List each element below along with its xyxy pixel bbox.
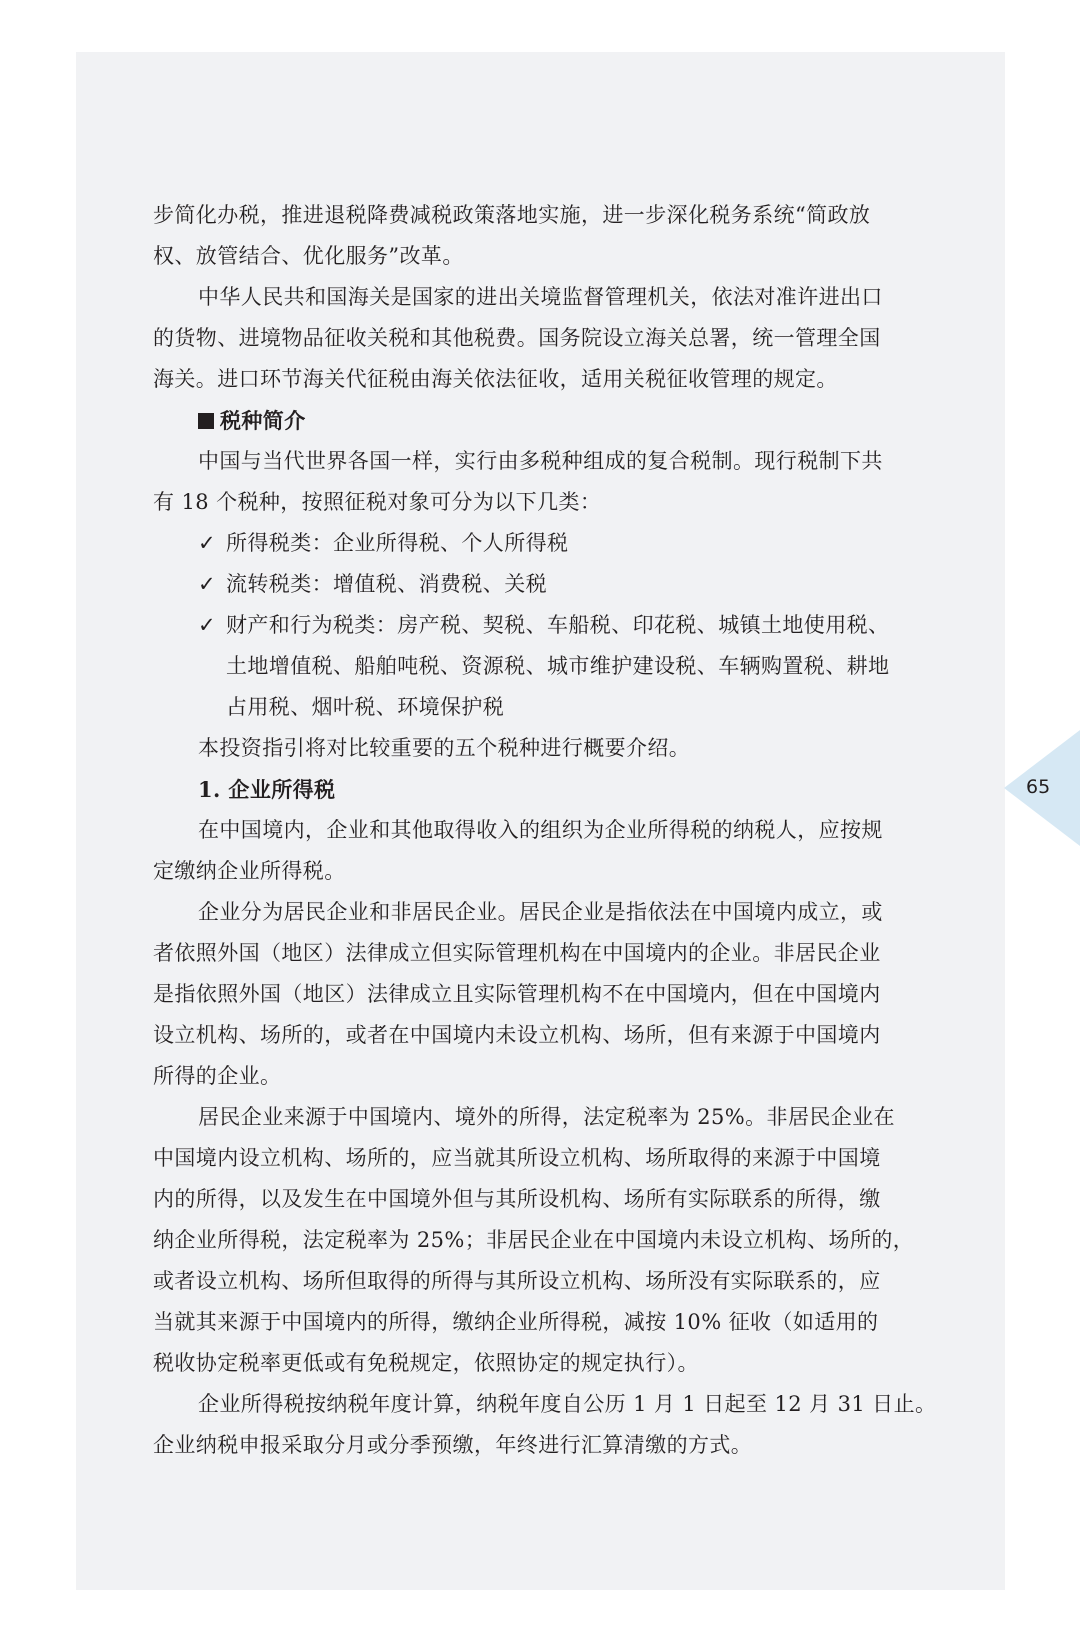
list-item-turnover-tax	[198, 564, 928, 605]
paragraph-tax-system: 中国与当代世界各国一样，实行由多税种组成的复合税制。现行税制下共	[198, 449, 883, 473]
text-line: 有 18 个税种，按照征税对象可分为以下几类：	[153, 490, 602, 514]
square-icon	[198, 413, 214, 429]
text-line: 中国境内设立机构、场所的，应当就其所设立机构、场所取得的来源于中国境	[153, 1146, 881, 1170]
list-item-text: 财产和行为税类：房产税、契税、车船税、印花税、城镇土地使用税、	[226, 613, 890, 637]
list-item-continuation: 土地增值税、船舶吨税、资源税、城市维护建设税、车辆购置税、耕地	[226, 654, 890, 678]
check-icon: ✓	[198, 613, 216, 637]
text-line: 内的所得，以及发生在中国境外但与其所设机构、场所有实际联系的所得，缴	[153, 1187, 881, 1211]
text-line: 企业纳税申报采取分月或分季预缴，年终进行汇算清缴的方式。	[153, 1433, 753, 1457]
text-line: 定缴纳企业所得税。	[153, 859, 346, 883]
list-item-income-tax	[198, 523, 928, 564]
text-line: 是指依照外国（地区）法律成立且实际管理机构不在中国境内，但在中国境内	[153, 982, 881, 1006]
text-line: 纳企业所得税，法定税率为 25%；非居民企业在中国境内未设立机构、场所的，	[153, 1228, 915, 1252]
paragraph-tax-rate: 居民企业来源于中国境内、境外的所得，法定税率为 25%。非居民企业在	[198, 1105, 895, 1129]
text-line: 步简化办税，推进退税降费减税政策落地实施，进一步深化税务系统“简政放	[153, 203, 871, 227]
section-heading-tax-types	[198, 400, 928, 441]
list-item-continuation: 占用税、烟叶税、环境保护税	[226, 695, 505, 719]
text-line: 税收协定税率更低或有免税规定，依照协定的规定执行）。	[153, 1351, 699, 1375]
paragraph-tax-year: 企业所得税按纳税年度计算，纳税年度自公历 1 月 1 日起至 12 月 31 日止。	[198, 1392, 937, 1416]
heading-text: 税种简介	[220, 408, 306, 433]
text-line: 设立机构、场所的，或者在中国境内未设立机构、场所，但有来源于中国境内	[153, 1023, 881, 1047]
list-item-property-tax	[198, 605, 928, 646]
paragraph-resident-enterprise: 企业分为居民企业和非居民企业。居民企业是指依法在中国境内成立，或	[198, 900, 883, 924]
check-icon: ✓	[198, 572, 216, 596]
text-line: 权、放管结合、优化服务”改革。	[153, 244, 464, 268]
text-line: 或者设立机构、场所但取得的所得与其所设立机构、场所没有实际联系的，应	[153, 1269, 881, 1293]
text-line: 所得的企业。	[153, 1064, 282, 1088]
text-line: 的货物、进境物品征收关税和其他税费。国务院设立海关总署，统一管理全国	[153, 326, 881, 350]
check-icon: ✓	[198, 531, 216, 555]
paragraph-intro: 本投资指引将对比较重要的五个税种进行概要介绍。	[198, 736, 691, 760]
list-item-text: 所得税类：企业所得税、个人所得税	[226, 531, 569, 555]
paragraph-cit-taxpayer: 在中国境内，企业和其他取得收入的组织为企业所得税的纳税人，应按规	[198, 818, 883, 842]
text-line: 当就其来源于中国境内的所得，缴纳企业所得税，减按 10% 征收（如适用的	[153, 1310, 879, 1334]
paragraph-customs: 中华人民共和国海关是国家的进出关境监督管理机关，依法对准许进出口	[198, 285, 883, 309]
page-number: 65	[1026, 776, 1051, 798]
section-heading-cit: 1. 企业所得税	[198, 777, 336, 802]
text-line: 海关。进口环节海关代征税由海关依法征收，适用关税征收管理的规定。	[153, 367, 838, 391]
text-line: 者依照外国（地区）法律成立但实际管理机构在中国境内的企业。非居民企业	[153, 941, 881, 965]
list-item-text: 流转税类：增值税、消费税、关税	[226, 572, 547, 596]
